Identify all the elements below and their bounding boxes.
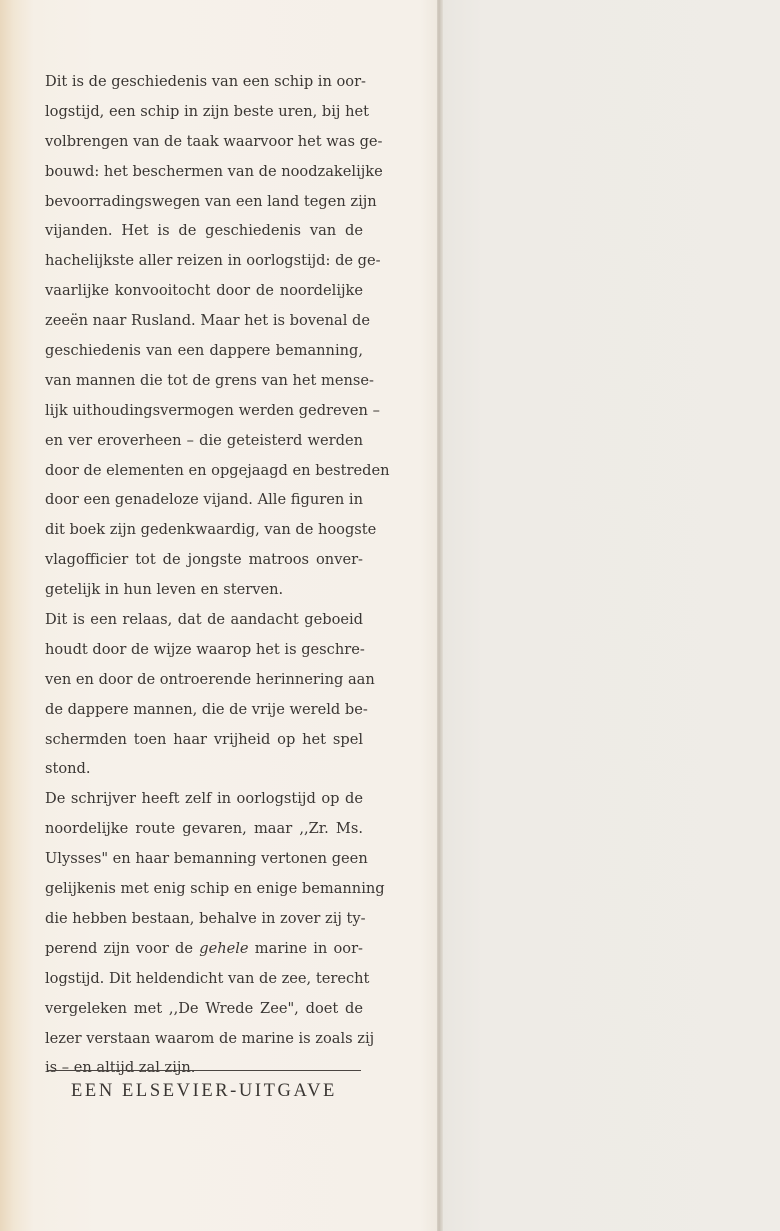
blurb-line: van mannen die tot de grens van het mense- [45,371,374,389]
blurb-line: volbrengen van de taak waarvoor het was ge- [45,132,383,150]
blurb-line: perend zijn voor de gehele marine in oor- [45,939,363,957]
blurb-line: bouwd: het beschermen van de noodzakelijke [45,162,383,180]
blurb-line: noordelijke route gevaren, maar ,,Zr. Ms. [45,820,363,838]
blurb-line: logstijd, een schip in zijn beste uren, bij het [45,102,369,120]
back-cover [443,0,780,1231]
publisher-imprint: EEN ELSEVIER-UITGAVE [71,1081,337,1101]
blurb-line: lezer verstaan waarom de marine is zoals zij [45,1029,375,1047]
blurb-line: zeeën naar Rusland. Maar het is bovenal de [45,312,371,330]
divider-rule [47,1070,361,1071]
blurb-line: door een genadeloze vijand. Alle figuren in [45,491,363,509]
blurb-line: schermden toen haar vrijheid op het spel [45,730,363,748]
blurb-line: de dappere mannen, die de vrije wereld be- [45,700,368,718]
blurb-line: is – en altijd zal zijn. [45,1059,196,1077]
blurb-line: bevoorradingswegen van een land tegen zijn [45,192,377,210]
blurb-line: Ulysses" en haar bemanning vertonen geen [45,850,368,868]
blurb-line: dit boek zijn gedenkwaardig, van de hoogste [45,521,377,539]
blurb-line: vaarlijke konvooitocht door de noordelijke [45,282,363,300]
blurb-line: en ver eroverheen – die geteisterd werden [45,431,363,449]
blurb-line: vijanden. Het is de geschiedenis van de [45,222,363,240]
blurb-line: door de elementen en opgejaagd en bestreden [45,461,390,479]
blurb-line: Dit is een relaas, dat de aandacht geboeid [45,611,363,629]
blurb-line: De schrijver heeft zelf in oorlogstijd op de [45,790,363,808]
blurb-line: vlagofficier tot de jongste matroos onver- [45,551,363,569]
blurb-line: vergeleken met ,,De Wrede Zee", doet de [45,999,363,1017]
blurb-line: ven en door de ontroerende herinnering aan [45,670,375,688]
blurb-line: hachelijkste aller reizen in oorlogstijd: de ge- [45,252,381,270]
blurb-line: gelijkenis met enig schip en enige bemanning [45,880,385,898]
blurb-line: stond. [45,760,91,778]
blurb-line: houdt door de wijze waarop het is geschre- [45,640,365,658]
blurb-line: getelijk in hun leven en sterven. [45,581,284,599]
blurb-line: geschiedenis van een dappere bemanning, [45,342,363,360]
blurb-text [45,67,390,1083]
blurb-line: lijk uithoudingsvermogen werden gedreven – [45,401,380,419]
blurb-line: Dit is de geschiedenis van een schip in oor- [45,73,366,90]
blurb-line: logstijd. Dit heldendicht van de zee, terecht [45,969,370,987]
blurb-line: die hebben bestaan, behalve in zover zij ty- [45,909,366,927]
